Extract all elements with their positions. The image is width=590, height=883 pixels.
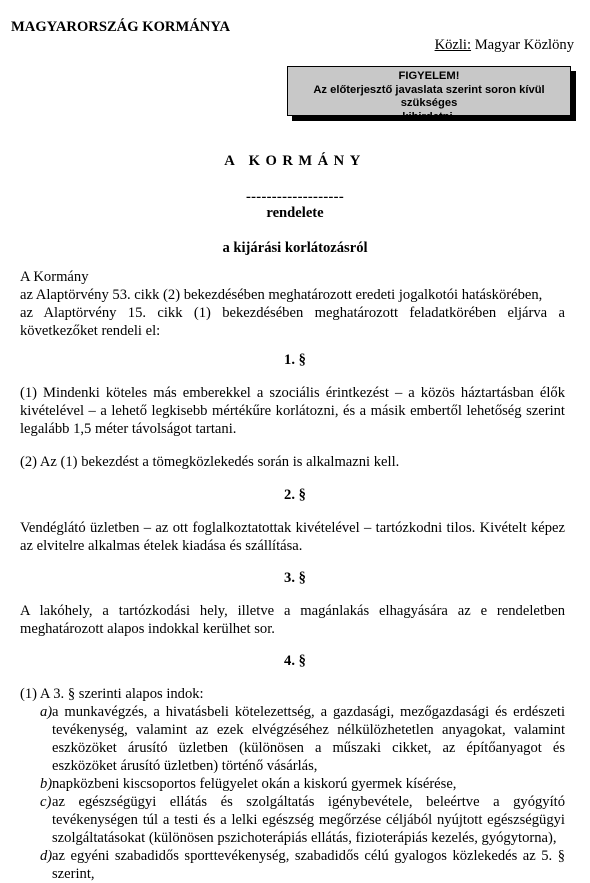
- list-item-label: d): [40, 848, 53, 864]
- publication-label: Közli:: [434, 37, 472, 53]
- list-item-line: eszközöket árusító üzletben) történő vásárlás,: [52, 758, 318, 774]
- section-1-paragraph-2: [20, 453, 565, 471]
- list-item-line: az egészségügyi ellátás és szolgáltatás igénybevétele, beleértve a gyógyító: [52, 794, 565, 810]
- preamble-line: következőket rendeli el:: [20, 323, 161, 339]
- section-2-paragraph: [20, 519, 565, 555]
- preamble-line: A Kormány: [20, 269, 89, 285]
- list-item-line: szolgáltatásokat (különösen pszichoterápiás ellátás, fizioterápiás kezelés, gyógytorna),: [52, 830, 557, 846]
- section-1-heading: 1. §: [284, 352, 306, 368]
- list-item-line: a munkavégzés, a hivatásbeli kötelezettség, a gazdasági, mezőgazdasági és erdészeti: [52, 704, 565, 720]
- paragraph-line: Vendéglátó üzletben – az ott foglalkoztatottak kivételével – tartózkodni tilos. Kivételt képez: [20, 520, 565, 536]
- paragraph-line: meghatározott alapos indokkal kerülhet sor.: [20, 621, 275, 637]
- government-name: MAGYARORSZÁG KORMÁNYA: [11, 19, 231, 35]
- preamble-line: az Alaptörvény 15. cikk (1) bekezdésében meghatározott feladatkörében eljárva a: [20, 305, 565, 321]
- section-3-paragraph: [20, 602, 565, 638]
- section-2-heading: 2. §: [284, 487, 306, 503]
- list-item-label: c): [40, 794, 52, 810]
- document-title: A KORMÁNY: [224, 153, 366, 169]
- paragraph-line: az elvitelre alkalmas ételek kiadása és szállítása.: [20, 538, 303, 554]
- notice-line-2: kihirdetni.: [402, 110, 456, 123]
- list-item-line: napközbeni kiscsoportos felügyelet okán a kiskorú gyermek kísérése,: [52, 776, 457, 792]
- section-3-heading: 3. §: [284, 570, 306, 586]
- list-item-label: b): [40, 776, 53, 792]
- list-item: [20, 775, 565, 793]
- paragraph-line: (1) A 3. § szerinti alapos indok:: [20, 686, 204, 702]
- decree-number-placeholder: -------------------: [245, 189, 345, 205]
- document-type: rendelete: [266, 205, 324, 221]
- urgent-notice-box: [287, 66, 571, 123]
- notice-line-1: Az előterjesztő javaslata szerint soron kívül szükséges: [313, 83, 545, 109]
- section-4-heading: 4. §: [284, 653, 306, 669]
- list-item-line: eszközöket árusító üzletben (különösen a műszaki cikket, az építőanyagot és: [52, 740, 565, 756]
- list-item: [20, 703, 565, 775]
- list-item-line: az egyéni szabadidős sporttevékenység, szabadidős célú gyalogos közlekedés az 5. §: [52, 848, 565, 864]
- paragraph-line: (1) Mindenki köteles más emberekkel a szociális érintkezést – a közös háztartásban élők: [20, 385, 565, 401]
- list-item: [20, 793, 565, 847]
- preamble-line: az Alaptörvény 53. cikk (2) bekezdésében meghatározott eredeti jogalkotói hatáskörében,: [20, 287, 543, 303]
- notice-title: FIGYELEM!: [398, 70, 460, 82]
- section-4-intro: [20, 685, 565, 703]
- paragraph-line: legalább 1,5 méter távolságot tartani.: [20, 421, 237, 437]
- list-item-line: tevékenység, valamint az ezek elvégzéséhez nélkülözhetetlen anyagokat, valamint: [52, 722, 565, 738]
- paragraph-line: kivételével – a lehető legkisebb mértékűre korlátozni, és a másik embertől lehetőség szerint: [20, 403, 565, 419]
- publication-value: Magyar Közlöny: [474, 37, 574, 53]
- list-item: [20, 847, 565, 883]
- list-item-line: szerint,: [52, 866, 95, 882]
- section-1-paragraph-1: [20, 384, 565, 438]
- section-4-list: [20, 703, 565, 883]
- paragraph-line: (2) Az (1) bekezdést a tömegközlekedés során is alkalmazni kell.: [20, 454, 400, 470]
- list-item-line: tevékenységen túl a testi és a lelki egészség megőrzése céljából nyújtott egészségügyi: [52, 812, 565, 828]
- list-item-label: a): [40, 704, 53, 720]
- preamble: [20, 268, 565, 340]
- publication-note: [435, 36, 574, 54]
- document-subject: a kijárási korlátozásról: [222, 240, 368, 256]
- paragraph-line: A lakóhely, a tartózkodási hely, illetve a magánlakás elhagyására az e rendeletben: [20, 603, 565, 619]
